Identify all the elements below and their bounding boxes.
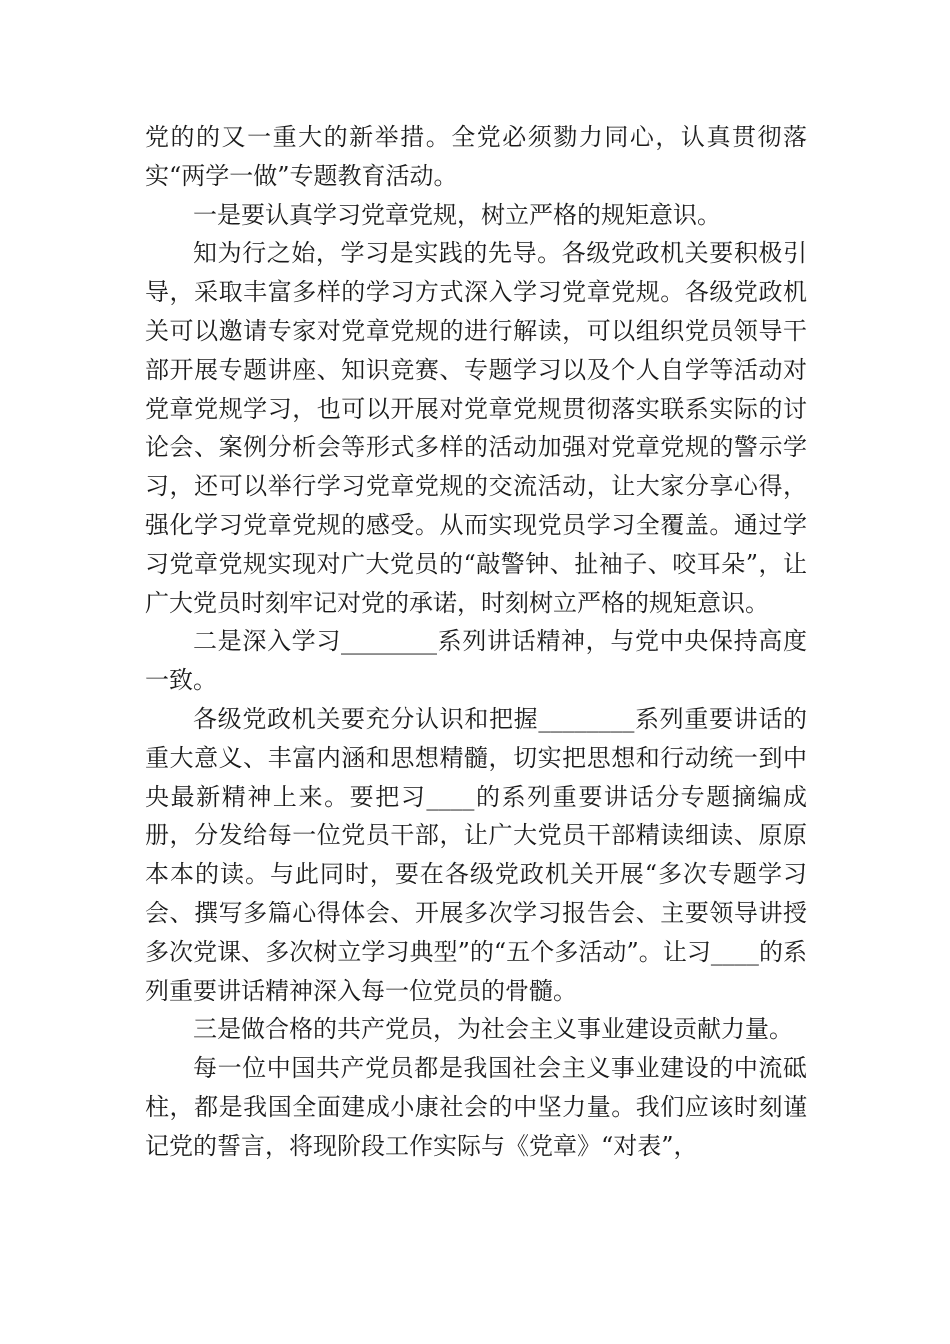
heading-point-three: 三是做合格的共产党员，为社会主义事业建设贡献力量。 <box>193 1015 793 1044</box>
paragraph-point-one-body: 知为行之始，学习是实践的先导。各级党政机关要积极引导，采取丰富多样的学习方式深入学习党章党规。各级党政机关可以邀请专家对党章党规的进行解读，可以组织党员领导干部开展专题讲座、知识竞赛、专题学习以及个人自学等活动对党章党规学习，也可以开展对党章党规贯彻落实联系实际的讨论会、案例分析会等形式多样的活动加强对党章党规的警示学习，还可以举行学习党章党规的交流活动，让大家分享心得，强化学习党章党规的感受。从而实现党员学习全覆盖。通过学习党章党规实现对广大党员的“敲警钟、扯袖子、咬耳朵”，让广大党员时刻牢记对党的承诺，时刻树立严格的规矩意识。 <box>145 239 807 617</box>
paragraph-point-two-body: 各级党政机关要充分认识和把握________系列重要讲话的重大意义、丰富内涵和思想精髓，切实把思想和行动统一到中央最新精神上来。要把习____的系列重要讲话分专题摘编成册，分发给每一位党员干部，让广大党员干部精读细读、原原本本的读。与此同时，要在各级党政机关开展“多次专题学习会、撰写多篇心得体会、开展多次学习报告会、主要领导讲授多次党课、多次树立学习典型”的“五个多活动”。让习____的系列重要讲话精神深入每一位党员的骨髓。 <box>145 704 807 1005</box>
heading-point-two: 二是深入学习________系列讲话精神，与党中央保持高度一致。 <box>145 627 807 695</box>
heading-point-one: 一是要认真学习党章党规，树立严格的规矩意识。 <box>193 200 721 229</box>
paragraph-continuation: 党的的又一重大的新举措。全党必须勠力同心，认真贯彻落实“两学一做”专题教育活动。 <box>145 123 807 190</box>
document-body <box>145 118 807 1166</box>
paragraph-point-three-body: 每一位中国共产党员都是我国社会主义事业建设的中流砥柱，都是我国全面建成小康社会的中坚力量。我们应该时刻谨记党的誓言，将现阶段工作实际与《党章》“对表”， <box>145 1054 807 1160</box>
